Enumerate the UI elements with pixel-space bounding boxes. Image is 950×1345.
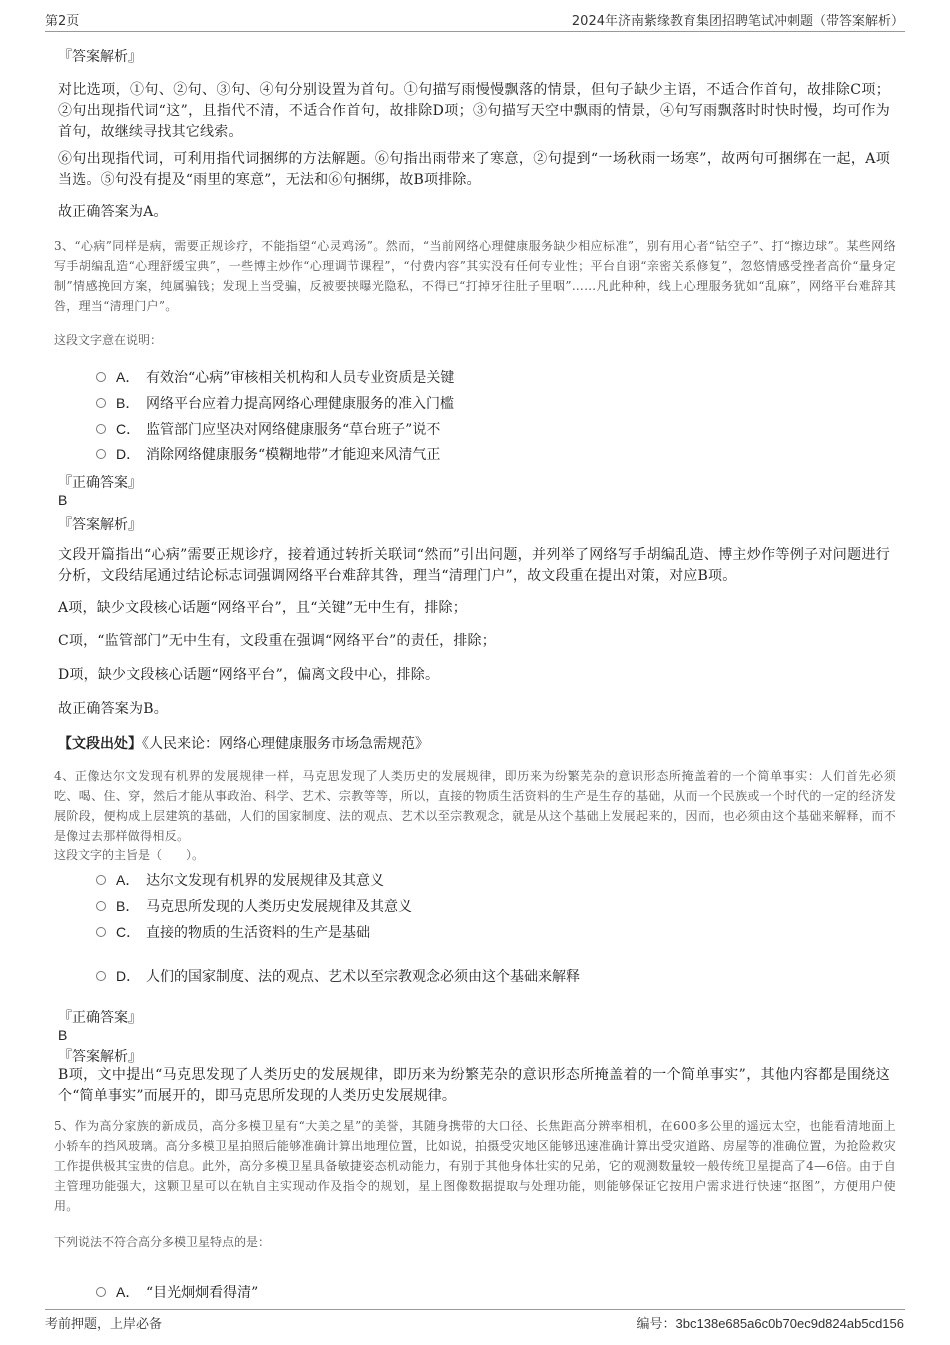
q4-option-c[interactable] xyxy=(96,922,370,942)
option-text: 直接的物质的生活资料的生产是基础 xyxy=(146,925,370,941)
option-key: A． xyxy=(116,872,140,888)
option-key: D． xyxy=(116,968,141,984)
option-key: B． xyxy=(116,395,140,411)
q3-stem: 3、“心病”同样是病，需要正规诊疗，不能指望“心灵鸡汤”。然而，“当前网络心理健康服务缺少相应标准”，别有用心者“钻空子”、打“擦边球”。某些网络写手胡编乱造“心理舒缓宝典”，一些博主炒作“心理调节课程”，“付费内容”其实没有任何专业性；平台自诩“亲密关系修复”，忽悠情感受挫者高价“量身定制”情感挽回方案，纯属骗钱；发现上当受骗，反被要挟曝光隐私，不得已“打掉牙往肚子里咽”……凡此种种，线上心理服务犹如“乱麻”，网络平台难辞其咎，理当“清理门户”。 xyxy=(54,239,896,313)
page-number: 第2页 xyxy=(45,14,80,29)
q4-answer: B xyxy=(58,1027,68,1043)
q5-prompt: 下列说法不符合高分多模卫星特点的是： xyxy=(54,1235,271,1249)
option-key: A． xyxy=(116,369,140,385)
option-text: 监管部门应坚决对网络健康服务“草台班子”说不 xyxy=(146,422,441,438)
q4-prompt: 这段文字的主旨是（ ）。 xyxy=(54,848,205,862)
q2-analysis-p2: ⑥句出现指代词，可利用指代词捆绑的方法解题。⑥句指出雨带来了寒意，②句提到“一场秋雨一场寒”，故两句可捆绑在一起，A项当选。⑤句没有提及“雨里的寒意”，无法和⑥句捆绑，故B项排除。 xyxy=(58,151,890,188)
q3-analysis-p1: 文段开篇指出“心病”需要正规诊疗，接着通过转折关联词“然而”引出问题，并列举了网络写手胡编乱造、博主炒作等例子对问题进行分析，文段结尾通过结论标志词强调网络平台难辞其咎，理当“清理门户”，故文段重在提出对策，对应B项。 xyxy=(58,547,890,584)
q3-analysis-p3: C项，“监管部门”无中生有，文段重在强调“网络平台”的责任，排除； xyxy=(58,633,496,649)
code-label: 编号： xyxy=(636,1317,676,1332)
source-text: 《人民来论：网络心理健康服务市场急需规范》 xyxy=(142,736,429,752)
q4-option-a[interactable] xyxy=(96,870,384,890)
document-title: 2024年济南紫缘教育集团招聘笔试冲刺题（带答案解析） xyxy=(571,14,904,29)
q2-conclusion: 故正确答案为A。 xyxy=(58,204,168,220)
radio-button[interactable] xyxy=(96,372,106,382)
radio-button[interactable] xyxy=(96,398,106,408)
radio-button[interactable] xyxy=(96,424,106,434)
option-key: C． xyxy=(116,924,141,940)
q4-option-d[interactable] xyxy=(96,966,580,986)
q3-prompt: 这段文字意在说明： xyxy=(54,333,163,347)
option-key: D． xyxy=(116,446,141,462)
q3-conclusion: 故正确答案为B。 xyxy=(58,701,168,717)
option-text: 人们的国家制度、法的观点、艺术以至宗教观念必须由这个基础来解释 xyxy=(146,969,580,985)
q3-answer-label: 『正确答案』 xyxy=(58,475,142,491)
option-text: 马克思所发现的人类历史发展规律及其意义 xyxy=(146,899,412,915)
q4-answer-label: 『正确答案』 xyxy=(58,1010,142,1026)
q3-option-c[interactable] xyxy=(96,419,440,439)
option-key: C． xyxy=(116,421,141,437)
radio-button[interactable] xyxy=(96,927,106,937)
q3-option-a[interactable] xyxy=(96,367,454,387)
footer-slogan: 考前押题，上岸必备 xyxy=(45,1317,163,1332)
q3-analysis-p2: A项，缺少文段核心话题“网络平台”，且“关键”无中生有，排除； xyxy=(58,600,467,616)
q3-source xyxy=(58,733,429,753)
q4-analysis-p1: B项，文中提出“马克思发现了人类历史的发展规律，即历来为纷繁芜杂的意识形态所掩盖着的一个简单事实”，其他内容都是围绕这个“简单事实”而展开的，即马克思所发现的人类历史发展规律。 xyxy=(58,1067,890,1104)
q3-answer: B xyxy=(58,492,68,508)
option-text: “目光炯炯看得清” xyxy=(146,1285,259,1301)
source-label: 【文段出处】 xyxy=(58,736,142,752)
radio-button[interactable] xyxy=(96,971,106,981)
option-text: 达尔文发现有机界的发展规律及其意义 xyxy=(146,873,384,889)
footer-divider xyxy=(45,1309,905,1310)
q2-analysis-p1: 对比选项，①句、②句、③句、④句分别设置为首句。①句描写雨慢慢飘落的情景，但句子缺少主语，不适合作首句，故排除C项；②句出现指代词“这”，且指代不清，不适合作首句，故排除D项；③句描写天空中飘雨的情景，④句写雨飘落时时快时慢，均可作为首句，故继续寻找其它线索。 xyxy=(58,82,890,140)
q5-stem: 5、作为高分家族的新成员，高分多模卫星有“大美之星”的美誉，其随身携带的大口径、长焦距高分辨率相机，在600多公里的遥远太空，也能看清地面上小轿车的挡风玻璃。高分多模卫星拍照后能够准确计算出地理位置，比如说，拍摄受灾地区能够迅速准确计算出受灾道路、房屋等的准确位置，为抢险救灾工作提供极其宝贵的信息。此外，高分多模卫星具备敏捷姿态机动能力，有别于其他身体壮实的兄弟，它的观测数量较一般传统卫星提高了4—6倍。由于自主管理功能强大，这颗卫星可以在轨自主实现动作及指令的规划，星上图像数据提取与处理功能，则能够保证它按用户需求进行快速“抠图”，方便用户使用。 xyxy=(54,1119,896,1213)
radio-button[interactable] xyxy=(96,449,106,459)
code-value: 3bc138e685a6c0b70ec9d824ab5cd156 xyxy=(675,1316,904,1331)
q4-stem: 4、正像达尔文发现有机界的发展规律一样，马克思发现了人类历史的发展规律，即历来为纷繁芜杂的意识形态所掩盖着的一个简单事实：人们首先必须吃、喝、住、穿，然后才能从事政治、科学、艺术、宗教等等，所以，直接的物质生活资料的生产是生存的基础，从而一个民族或一个时代的一定的经济发展阶段，便构成上层建筑的基础，人们的国家制度、法的观点、艺术以至宗教观念，就是从这个基础上发展起来的，因而，也必须由这个基础来解释，而不是像过去那样做得相反。 xyxy=(54,769,896,843)
q4-analysis-label: 『答案解析』 xyxy=(58,1049,142,1065)
option-text: 网络平台应着力提高网络心理健康服务的准入门槛 xyxy=(146,396,454,412)
q2-analysis-label: 『答案解析』 xyxy=(58,49,142,65)
option-text: 消除网络健康服务“模糊地带”才能迎来风清气正 xyxy=(146,447,441,463)
header-divider xyxy=(45,31,905,32)
q5-option-a[interactable] xyxy=(96,1282,258,1302)
q3-analysis-label: 『答案解析』 xyxy=(58,517,142,533)
radio-button[interactable] xyxy=(96,1287,106,1297)
radio-button[interactable] xyxy=(96,901,106,911)
q4-option-b[interactable] xyxy=(96,896,412,916)
q3-option-b[interactable] xyxy=(96,393,454,413)
radio-button[interactable] xyxy=(96,875,106,885)
document-code xyxy=(637,1313,904,1332)
option-text: 有效治“心病”审核相关机构和人员专业资质是关键 xyxy=(146,370,455,386)
q3-option-d[interactable] xyxy=(96,444,440,464)
option-key: B． xyxy=(116,898,140,914)
q3-analysis-p4: D项，缺少文段核心话题“网络平台”，偏离文段中心，排除。 xyxy=(58,667,440,683)
option-key: A． xyxy=(116,1284,140,1300)
